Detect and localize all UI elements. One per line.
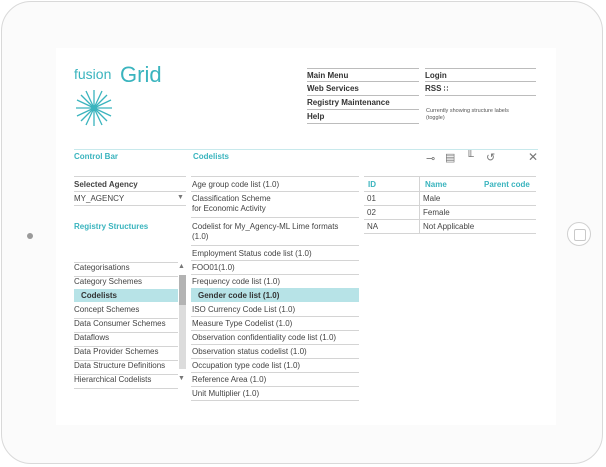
divider-line	[364, 219, 536, 220]
codelist-item[interactable]: Codelist for My_Agency-ML Lime formats	[192, 222, 339, 231]
divider-line	[191, 260, 359, 261]
divider-line	[364, 233, 536, 234]
structure-item[interactable]: Categorisations	[74, 263, 130, 272]
cell-name: Male	[423, 194, 441, 203]
codelist-item[interactable]: Frequency code list (1.0)	[192, 277, 281, 286]
divider-line	[74, 176, 186, 177]
home-button[interactable]	[567, 222, 591, 246]
structure-item[interactable]: Category Schemes	[74, 277, 143, 286]
header-divider	[74, 149, 538, 150]
divider-line	[191, 372, 359, 373]
close-icon[interactable]: ✕	[528, 150, 539, 164]
scroll-up-icon[interactable]: ▲	[178, 263, 185, 270]
divider-line	[191, 400, 359, 401]
divider-line	[364, 191, 536, 192]
codelist-item[interactable]: Occupation type code list (1.0)	[192, 361, 301, 370]
divider-line	[191, 191, 359, 192]
selected-agency-label: Selected Agency	[74, 180, 138, 189]
tablet-frame	[1, 1, 603, 464]
structure-item[interactable]: Concept Schemes	[74, 305, 140, 314]
divider-line	[191, 316, 359, 317]
structure-item[interactable]: Data Consumer Schemes	[74, 319, 166, 328]
hierarchy-icon[interactable]: ⊸	[426, 153, 436, 165]
codelist-item[interactable]: FOO01(1.0)	[192, 263, 235, 272]
divider-line	[191, 176, 359, 177]
divider-line	[191, 386, 359, 387]
codelist-item-cont[interactable]: for Economic Activity	[192, 204, 266, 213]
nav-login[interactable]: Login	[425, 68, 536, 82]
structure-item[interactable]: Data Provider Schemes	[74, 347, 159, 356]
structure-item-selected[interactable]: Codelists	[81, 291, 118, 300]
column-separator	[419, 176, 420, 233]
cell-name: Not Applicable	[423, 222, 475, 231]
divider-line	[191, 358, 359, 359]
codelist-item[interactable]: Unit Multiplier (1.0)	[192, 389, 260, 398]
codelist-item[interactable]: Classification Scheme	[192, 194, 271, 203]
chart-icon[interactable]: ╙	[466, 151, 474, 163]
column-header-parent-code[interactable]: Parent code	[484, 180, 530, 189]
column-header-id[interactable]: ID	[368, 180, 376, 189]
snowflake-logo-icon	[74, 88, 114, 128]
codelist-item-cont[interactable]: (1.0)	[192, 232, 209, 241]
codelist-item[interactable]: ISO Currency Code List (1.0)	[192, 305, 296, 314]
control-bar-title: Control Bar	[74, 152, 118, 161]
export-icon[interactable]: ↺	[486, 152, 496, 164]
copy-icon[interactable]: ▤	[445, 152, 456, 164]
codelist-item[interactable]: Observation status codelist (1.0)	[192, 347, 307, 356]
cell-id: 01	[367, 194, 376, 203]
codelists-title: Codelists	[193, 152, 230, 161]
nav-rss-label: RSS	[425, 84, 442, 93]
structure-item[interactable]: Hierarchical Codelists	[74, 375, 152, 384]
cell-name: Female	[423, 208, 450, 217]
codelist-item[interactable]: Reference Area (1.0)	[192, 375, 267, 384]
structure-item[interactable]: Dataflows	[74, 333, 110, 342]
chevron-down-icon: ▼	[177, 194, 184, 201]
cell-id: 02	[367, 208, 376, 217]
nav-main-menu[interactable]: Main Menu	[307, 68, 419, 82]
structure-item[interactable]: Data Structure Definitions	[74, 361, 166, 370]
codelist-item[interactable]: Age group code list (1.0)	[192, 180, 280, 189]
logo-fusion-text: fusion	[74, 66, 112, 82]
agency-select-value: MY_AGENCY	[74, 194, 125, 203]
app-screen	[56, 48, 556, 425]
column-header-name[interactable]: Name	[425, 180, 447, 189]
logo-grid-text: Grid	[120, 62, 162, 87]
nav-web-services[interactable]: Web Services	[307, 82, 419, 96]
divider-line	[191, 245, 359, 246]
divider-line	[74, 205, 186, 206]
divider-line	[191, 344, 359, 345]
codelist-item-selected[interactable]: Gender code list (1.0)	[198, 291, 280, 300]
divider-line	[191, 274, 359, 275]
divider-line	[191, 330, 359, 331]
divider-line	[364, 205, 536, 206]
structure-labels-toggle-note[interactable]: Currently showing structure labels (toggle)	[426, 108, 509, 121]
divider-line	[191, 217, 359, 218]
agency-select[interactable]	[74, 193, 186, 205]
rss-icon: ∷	[443, 86, 449, 93]
structures-scrollbar-thumb[interactable]	[179, 275, 186, 305]
camera-dot	[27, 233, 33, 239]
codelist-item[interactable]: Employment Status code list (1.0)	[192, 249, 312, 258]
divider-line	[74, 191, 186, 192]
divider-line	[364, 176, 536, 177]
nav-registry-maintenance[interactable]: Registry Maintenance	[307, 96, 419, 110]
scroll-down-icon[interactable]: ▼	[178, 375, 185, 382]
nav-rss[interactable]	[425, 82, 536, 96]
cell-id: NA	[367, 222, 379, 231]
codelist-item[interactable]: Measure Type Codelist (1.0)	[192, 319, 293, 328]
divider-line	[74, 388, 178, 389]
nav-help[interactable]: Help	[307, 110, 419, 124]
registry-structures-label: Registry Structures	[74, 222, 149, 231]
codelist-item[interactable]: Observation confidentiality code list (1.0)	[192, 333, 337, 342]
